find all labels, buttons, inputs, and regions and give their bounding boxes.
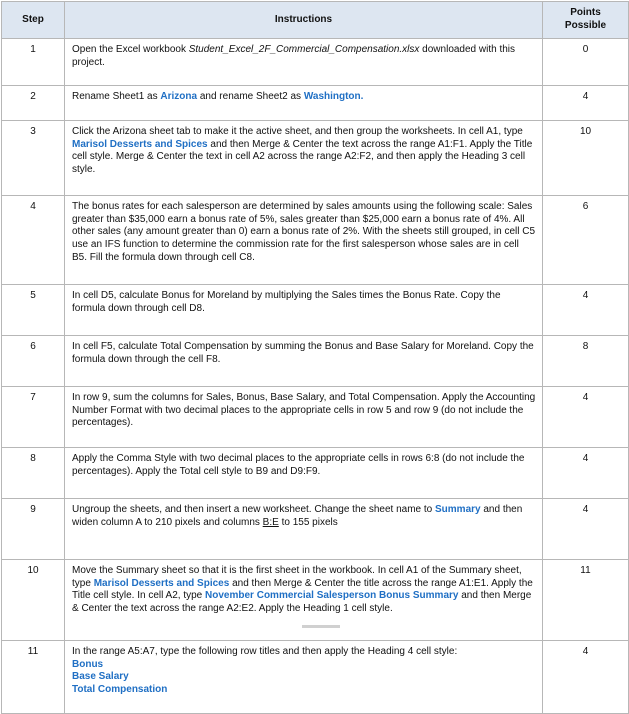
step-number: 11: [2, 641, 65, 714]
instruction-text: [65, 499, 543, 560]
table-row: [2, 39, 629, 86]
points-value: 10: [543, 121, 629, 196]
highlighted-value: Total Compensation: [72, 684, 168, 696]
table-row: [2, 285, 629, 336]
instruction-segment: Open the Excel workbook: [72, 44, 189, 55]
highlighted-value: Base Salary: [72, 671, 129, 683]
table-row: [2, 641, 629, 714]
header-row: [2, 2, 629, 39]
table-row: [2, 196, 629, 285]
instruction-segment: Apply the Comma Style with two decimal places to the appropriate cells in rows 6:8 (do not include the percentages). Apply the Total cell style to B9 and D9:F9.: [72, 453, 525, 477]
instruction-segment: and rename Sheet2 as: [197, 91, 304, 102]
instruction-text: [65, 285, 543, 336]
instruction-text: [65, 641, 543, 714]
step-number: 5: [2, 285, 65, 336]
instruction-segment: and then widen column A to 210 pixels and columns: [72, 504, 523, 528]
step-number: 4: [2, 196, 65, 285]
instruction-segment: Move the Summary sheet so that it is the first sheet in the workbook. In cell A1 of the Summary sheet, type: [72, 565, 522, 589]
instruction-text: [65, 336, 543, 387]
instruction-text: [65, 39, 543, 86]
instruction-text: [65, 560, 543, 641]
instruction-segment: B:E: [262, 516, 279, 528]
instruction-segment: and then Merge & Center the text across the range A2:E2. Apply the Heading 1 cell style.: [72, 590, 532, 615]
points-value: 4: [543, 387, 629, 448]
points-header: Points Possible: [543, 2, 629, 39]
instructions-table: [1, 1, 629, 714]
instruction-text: [65, 387, 543, 448]
table-row: [2, 121, 629, 196]
step-number: 6: [2, 336, 65, 387]
highlighted-value: Arizona: [160, 91, 198, 102]
highlighted-value: Summary: [435, 504, 481, 515]
instructions-header: Instructions: [65, 2, 543, 39]
instruction-text: [65, 86, 543, 121]
points-value: 0: [543, 39, 629, 86]
table-row: [2, 560, 629, 641]
points-value: 4: [543, 285, 629, 336]
step-number: 3: [2, 121, 65, 196]
table-row: [2, 448, 629, 499]
highlighted-value: Marisol Desserts and Spices: [93, 577, 230, 589]
instruction-segment: In cell D5, calculate Bonus for Moreland by multiplying the Sales times the Bonus Rate. Copy the formula down through cell D8.: [72, 290, 501, 314]
instruction-segment: Click the Arizona sheet tab to make it the active sheet, and then group the worksheets. In cell A1, type: [72, 126, 523, 137]
step-number: 8: [2, 448, 65, 499]
highlighted-value: Washington.: [303, 91, 364, 102]
instruction-segment: Student_Excel_2F_Commercial_Compensation.xlsx: [188, 44, 420, 55]
highlighted-value: November Commercial Salesperson Bonus Summary: [205, 590, 459, 602]
highlighted-value: Bonus: [72, 658, 104, 670]
instruction-segment: Rename Sheet1 as: [72, 91, 161, 102]
points-value: 4: [543, 448, 629, 499]
instruction-segment: to 155 pixels: [278, 516, 338, 528]
table-row: [2, 336, 629, 387]
instruction-segment: and then Merge & Center the title across the range A1:E1. Apply the Title cell style. In cell A2, type: [72, 577, 533, 602]
step-number: 2: [2, 86, 65, 121]
instruction-text: [65, 196, 543, 285]
points-value: 11: [543, 560, 629, 641]
instruction-text: [65, 121, 543, 196]
instruction-segment: In row 9, sum the columns for Sales, Bonus, Base Salary, and Total Compensation. Apply the Accounting Number Format with two decimal places to the appropriate cells in row 5 and row 9 (do not include the percentages).: [72, 392, 536, 429]
step-number: 9: [2, 499, 65, 560]
step-header: Step: [2, 2, 65, 39]
points-value: 6: [543, 196, 629, 285]
instruction-segment: downloaded with this project.: [72, 44, 516, 68]
points-value: 4: [543, 499, 629, 560]
points-value: 4: [543, 86, 629, 121]
instruction-text: [65, 448, 543, 499]
step-number: 7: [2, 387, 65, 448]
instruction-segment: In cell F5, calculate Total Compensation by summing the Bonus and Base Salary for Moreland. Copy the formula down through the cell F8.: [72, 341, 534, 365]
table-row: [2, 499, 629, 560]
table-row: [2, 86, 629, 121]
points-value: 4: [543, 641, 629, 714]
instruction-segment: In the range A5:A7, type the following row titles and then apply the Heading 4 cell style:: [72, 646, 458, 657]
step-number: 1: [2, 39, 65, 86]
instruction-segment: The bonus rates for each salesperson are determined by sales amounts using the following scale: Sales greater than $35,000 earn a bonus rate of 5%, sales greater than $25,000 earn a bonus rate of 4%. All other sales (any amount greater than 0) earn a bonus rate of 2%. With the sheets still grouped, in cell C5 use an IFS function to determine the commission rate for the first salesperson whose sales are in cell B5. Fill the formula down through cell C8.: [72, 201, 536, 263]
points-value: 8: [543, 336, 629, 387]
table-row: [2, 387, 629, 448]
step-number: 10: [2, 560, 65, 641]
highlighted-value: Marisol Desserts and Spices: [72, 138, 208, 150]
instruction-segment: and then Merge & Center the text across the range A1:F1. Apply the Title cell style. Merge & Center the text in cell A2 across the range A2:F2, and then apply the Heading 3 cell style.: [72, 138, 533, 176]
instruction-segment: Ungroup the sheets, and then insert a new worksheet. Change the sheet name to: [72, 504, 436, 515]
